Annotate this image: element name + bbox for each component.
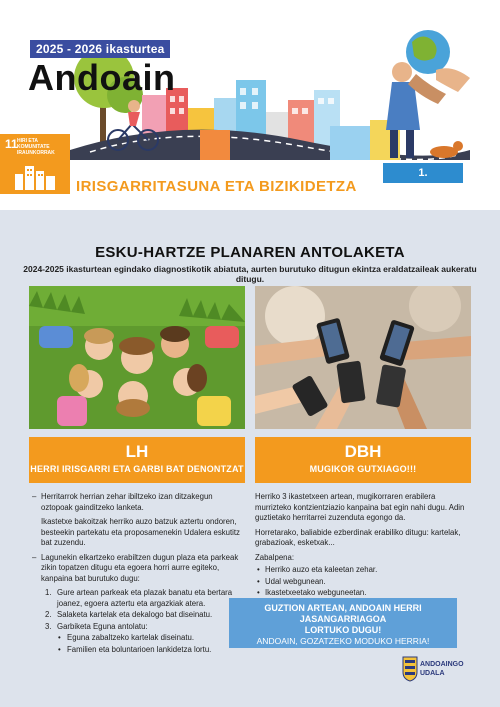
content-panel: [0, 210, 500, 707]
lh-step-3: 3. Garbiketa Eguna antolatu:: [45, 621, 148, 631]
dbh-heading-box: [255, 437, 471, 483]
callout-line-1: GUZTION ARTEAN, ANDOAIN HERRI JASANGARRIAGOA: [264, 603, 422, 624]
term-badge: 1. HIRUHILEKOA: [383, 163, 463, 183]
lh-paragraph-1b: Ikastetxe bakoitzak herriko auzo batzuk aztertu ondoren, besteekin partekatu eta proposamenekin Udalera eskutitz bat zuzendu.: [41, 517, 240, 547]
shield-icon: [402, 656, 418, 682]
children-photo: [29, 286, 245, 429]
city-buildings-icon: [13, 162, 57, 190]
section-title: IRISGARRITASUNA ETA BIZIKIDETZA: [76, 178, 357, 195]
dbh-paragraph-1: Herriko 3 ikastetxeen artean, mugikorraren erabilera murrizteko kontzientziazio kanpaina bat egin nahi dugu. Adin guztietako herritarrei zuzenduta egongo da.: [255, 492, 465, 522]
callout-line-2: LORTUKO DUGU!: [304, 625, 382, 635]
lh-heading-box: [29, 437, 245, 483]
lh-substep-2: • Familien eta boluntarioen lankidetza lortu.: [29, 645, 245, 656]
logo-text: ANDOAINGO UDALA: [420, 661, 464, 677]
school-year-tag: 2025 - 2026 ikasturtea: [30, 40, 170, 58]
plan-subtitle: 2024-2025 ikasturtean egindako diagnostikotik abiatuta, aurten burutuko ditugun ekintza eraldatzaileak aukeratu ditugu.: [23, 264, 477, 284]
lh-paragraph-2: – Lagunekin elkartzeko erabiltzen dugun plaza eta parkeak zikin topatzen ditugu eta egoera horri aurre egiteko, kanpaina bat burutuko dugu:: [29, 553, 245, 585]
header-banner: [0, 0, 500, 210]
sdg-label: HIRI ETA KOMUNITATE IRAUNKORRAK: [17, 138, 55, 156]
lh-substep-1: • Eguna zabaltzeko kartelak diseinatu.: [29, 633, 245, 644]
phones-photo: [255, 286, 471, 429]
dbh-paragraph-3: Zabalpena:: [255, 552, 295, 562]
lh-subheading: HERRI IRISGARRI ETA GARBI BAT DENONTZAT: [30, 464, 244, 474]
dbh-item-2: • Udal webgunean.: [255, 577, 471, 588]
dbh-item-1: • Herriko auzo eta kaleetan zehar.: [255, 565, 471, 576]
town-title: Andoain: [28, 57, 176, 98]
lh-content: [29, 492, 245, 656]
dbh-item-3: • Ikastetxeetako webguneetan.: [255, 588, 471, 599]
dbh-subheading: MUGIKOR GUTXIAGO!!!: [309, 464, 417, 474]
sdg-number: 11: [5, 137, 18, 151]
callout-box: [229, 598, 457, 648]
lh-step-2: 2. Salaketa kartelak eta dekalogo bat diseinatu.: [45, 610, 213, 619]
sdg-badge: [0, 134, 70, 194]
town-hall-logo: [398, 656, 478, 696]
dbh-heading: DBH: [344, 442, 382, 461]
dbh-paragraph-2: Horretarako, baliabide ezberdinak erabiliko ditugu: kartelak, grabazioak, esketxak...: [255, 527, 461, 547]
plan-title: ESKU-HARTZE PLANAREN ANTOLAKETA: [95, 244, 405, 261]
dbh-content: [255, 492, 471, 600]
lh-paragraph-1: – Herritarrok herrian zehar ibiltzeko izan ditzakegun oztopoak gainditzeko lanketa.: [29, 492, 245, 513]
lh-heading: LH: [125, 442, 149, 461]
callout-line-3: ANDOAIN, GOZATZEKO MODUKO HERRIA!: [256, 636, 430, 646]
lh-step-1: 1. Gure artean parkeak eta plazak banatu eta bertara joanez, egoera aztertu eta argazkiak atera.: [45, 588, 233, 608]
